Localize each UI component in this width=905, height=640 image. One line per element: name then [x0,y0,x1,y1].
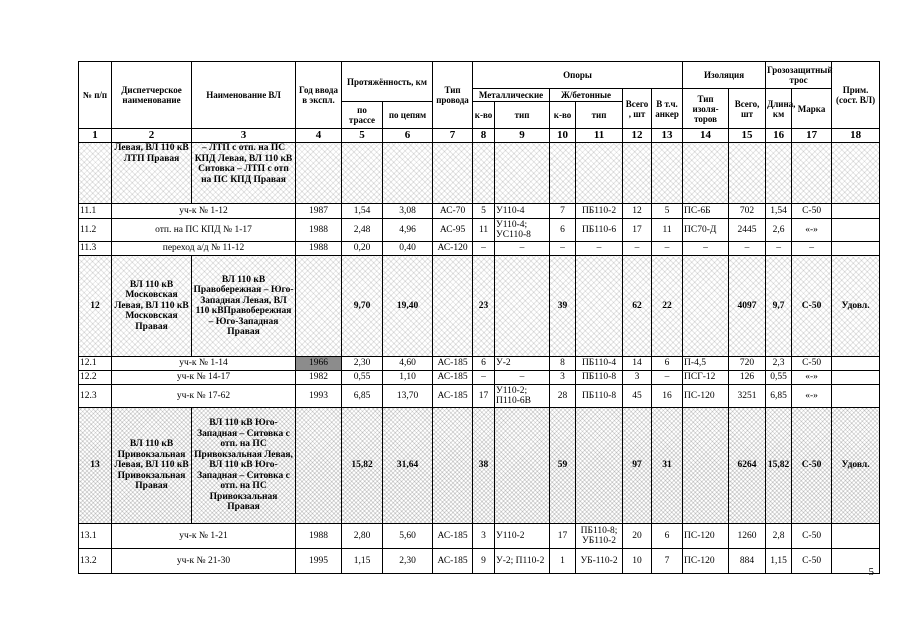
header-incl-anchor: В т.ч. анкер [652,89,683,129]
anchor-cell: 11 [652,219,683,242]
concrete-type-cell: ПБ110-2 [576,204,623,219]
gw-length-cell: 2,8 [766,524,792,549]
concrete-count-cell: 1 [550,549,576,574]
gw-mark-cell: С-50 [792,408,832,524]
insulator-type-cell: ПС-120 [683,385,729,408]
insulator-type-cell: ПС-6Б [683,204,729,219]
col-number: 14 [683,129,729,143]
gw-length-cell: 2,6 [766,219,792,242]
concrete-count-cell: 8 [550,357,576,371]
header-concrete: Ж/бетонные [550,89,623,102]
header-metal-count: к-во [473,102,495,129]
header-concrete-count: к-во [550,102,576,129]
header-gw-mark: Марка [792,89,832,129]
concrete-count-cell: 39 [550,256,576,357]
metal-type-cell: У-2; П110-2 [495,549,550,574]
length-route-cell: 6,85 [342,385,383,408]
insulator-total-cell: 720 [729,357,766,371]
section-cell: уч-к № 14-17 [112,371,296,385]
col-number: 12 [623,129,652,143]
metal-count-cell: 17 [473,385,495,408]
metal-type-cell: У110-4 [495,204,550,219]
table-row [79,204,880,219]
table-row-continued [79,143,880,204]
power-lines-table [78,61,880,574]
header-insulator-total: Всего, шт [729,89,766,129]
header-wire-type: Тип провода [433,62,473,129]
length-chains-cell: 13,70 [383,385,433,408]
column-numbers-row [79,129,880,143]
dash-cell: – [495,242,550,256]
year-cell: 1988 [296,219,342,242]
total-cell: 10 [623,549,652,574]
wire-type-cell: АС-185 [433,385,473,408]
length-route-cell: 9,70 [342,256,383,357]
row-number: 11.3 [79,242,112,256]
year-cell: 1988 [296,242,342,256]
wire-type-cell: АС-120 [433,242,473,256]
concrete-count-cell: 7 [550,204,576,219]
dash-cell: – [683,242,729,256]
anchor-cell: 5 [652,204,683,219]
col-number: 11 [576,129,623,143]
table-row [79,385,880,408]
wire-type-cell: АС-185 [433,371,473,385]
metal-count-cell: – [473,371,495,385]
length-route-cell: 2,30 [342,357,383,371]
insulator-total-cell: 2445 [729,219,766,242]
anchor-cell: 22 [652,256,683,357]
concrete-type-cell: ПБ110-8 [576,371,623,385]
col-number: 7 [433,129,473,143]
concrete-count-cell: 6 [550,219,576,242]
table-row-summary [79,408,880,524]
gw-mark-cell: «-» [792,371,832,385]
header-insulation: Изоляция [683,62,766,89]
metal-type-cell: У110-4; УС110-8 [495,219,550,242]
metal-type-cell: У110-2 [495,524,550,549]
anchor-cell: 7 [652,549,683,574]
metal-type-cell: У-2 [495,357,550,371]
length-chains-cell: 5,60 [383,524,433,549]
metal-count-cell: 23 [473,256,495,357]
row-number: 12.1 [79,357,112,371]
year-cell: 1995 [296,549,342,574]
dispatch-name-cell: ВЛ 110 кВ Московская Левая, ВЛ 110 кВ Московская Правая [112,256,192,357]
gw-length-cell: 0,55 [766,371,792,385]
length-route-cell: 1,54 [342,204,383,219]
header-dispatch-name: Диспетчерское наименование [112,62,192,129]
line-name-cell: ВЛ 110 кВ Юго-Западная – Ситовка с отп. на ПС Привокзальная Левая, ВЛ 110 кВ Юго-Западная – Ситовка с отп. на ПС Привокзальная Правая [192,408,296,524]
anchor-cell: 6 [652,357,683,371]
metal-type-cell: – [495,371,550,385]
length-chains-cell: 2,30 [383,549,433,574]
col-number: 1 [79,129,112,143]
total-cell: 97 [623,408,652,524]
section-cell: уч-к № 21-30 [112,549,296,574]
row-number: 12 [79,256,112,357]
col-number: 10 [550,129,576,143]
table-row [79,371,880,385]
concrete-type-cell: ПБ110-6 [576,219,623,242]
table-row [79,524,880,549]
anchor-cell: 6 [652,524,683,549]
header-metal: Металлические [473,89,550,102]
anchor-cell: 16 [652,385,683,408]
dash-cell: – [623,242,652,256]
header-length-route: по трассе [342,102,383,129]
wire-type-cell: АС-95 [433,219,473,242]
header-line-name: Наименование ВЛ [192,62,296,129]
length-route-cell: 0,20 [342,242,383,256]
gw-length-cell: 9,7 [766,256,792,357]
year-cell: 1982 [296,371,342,385]
table-row [79,219,880,242]
metal-count-cell: 3 [473,524,495,549]
table-row [79,549,880,574]
concrete-count-cell: 3 [550,371,576,385]
header-gw-length: Длина, км [766,89,792,129]
table-row [79,357,880,371]
row-number: 12.2 [79,371,112,385]
metal-count-cell: 9 [473,549,495,574]
anchor-cell: 31 [652,408,683,524]
gw-mark-cell: С-50 [792,524,832,549]
col-number: 3 [192,129,296,143]
length-chains-cell: 4,60 [383,357,433,371]
table-row-summary [79,256,880,357]
insulator-type-cell: ПС-120 [683,549,729,574]
insulator-type-cell: ПСГ-12 [683,371,729,385]
total-cell: 12 [623,204,652,219]
section-cell: уч-к № 1-21 [112,524,296,549]
gw-length-cell: 1,54 [766,204,792,219]
dash-cell: – [576,242,623,256]
col-number: 6 [383,129,433,143]
concrete-type-cell: ПБ110-8; УБ110-2 [576,524,623,549]
gw-mark-cell: «-» [792,219,832,242]
dispatch-name-cell: ВЛ 110 кВ Привокзальная Левая, ВЛ 110 кВ Привокзальная Правая [112,408,192,524]
dispatch-name-cell: Левая, ВЛ 110 кВ ЛТП Правая [112,143,192,204]
gw-length-cell: 6,85 [766,385,792,408]
year-cell: 1987 [296,204,342,219]
concrete-count-cell: 28 [550,385,576,408]
insulator-type-cell: П-4,5 [683,357,729,371]
metal-count-cell: 6 [473,357,495,371]
total-cell: 62 [623,256,652,357]
length-chains-cell: 3,08 [383,204,433,219]
section-cell: уч-к № 17-62 [112,385,296,408]
dash-cell: – [792,242,832,256]
section-cell: переход а/д № 11-12 [112,242,296,256]
total-cell: 20 [623,524,652,549]
header-length: Протяжённость, км [342,62,433,102]
dash-cell: – [652,242,683,256]
col-number: 17 [792,129,832,143]
concrete-type-cell: ПБ110-8 [576,385,623,408]
header-metal-type: тип [495,102,550,129]
header-note: Прим. (сост. ВЛ) [832,62,880,129]
metal-count-cell: 11 [473,219,495,242]
header-supports: Опоры [473,62,683,89]
row-number: 13 [79,408,112,524]
section-cell: уч-к № 1-14 [112,357,296,371]
col-number: 2 [112,129,192,143]
col-number: 9 [495,129,550,143]
header-insulator-type: Тип изоля-торов [683,89,729,129]
section-cell: отп. на ПС КПД № 1-17 [112,219,296,242]
dash-cell: – [729,242,766,256]
header-concrete-type: тип [576,102,623,129]
row-number: 12.3 [79,385,112,408]
total-cell: 45 [623,385,652,408]
dash-cell: – [473,242,495,256]
col-number: 16 [766,129,792,143]
wire-type-cell: АС-185 [433,357,473,371]
total-cell: 14 [623,357,652,371]
note-cell: Удовл. [832,408,880,524]
dash-cell: – [766,242,792,256]
metal-count-cell: 5 [473,204,495,219]
col-number: 15 [729,129,766,143]
row-number: 11.2 [79,219,112,242]
col-number: 13 [652,129,683,143]
concrete-type-cell: УБ-110-2 [576,549,623,574]
insulator-total-cell: 1260 [729,524,766,549]
wire-type-cell: АС-70 [433,204,473,219]
wire-type-cell: АС-185 [433,549,473,574]
length-route-cell: 0,55 [342,371,383,385]
dash-cell: – [550,242,576,256]
gw-length-cell: 1,15 [766,549,792,574]
col-number: 4 [296,129,342,143]
col-number: 5 [342,129,383,143]
table-row [79,242,880,256]
line-name-cell: ВЛ 110 кВ Правобережная – Юго-Западная Левая, ВЛ 110 кВПравобережная – Юго-Западная Правая [192,256,296,357]
length-route-cell: 2,48 [342,219,383,242]
length-chains-cell: 31,64 [383,408,433,524]
note-cell: Удовл. [832,256,880,357]
gw-mark-cell: С-50 [792,256,832,357]
insulator-type-cell: ПС70-Д [683,219,729,242]
row-number: 13.2 [79,549,112,574]
row-number: 11.1 [79,204,112,219]
gw-mark-cell: С-50 [792,357,832,371]
line-name-cell: – ЛТП с отп. на ПС КПД Левая, ВЛ 110 кВ Ситовка – ЛТП с отп на ПС КПД Правая [192,143,296,204]
length-route-cell: 2,80 [342,524,383,549]
total-cell: 3 [623,371,652,385]
length-chains-cell: 0,40 [383,242,433,256]
insulator-total-cell: 6264 [729,408,766,524]
col-number: 18 [832,129,880,143]
section-cell: уч-к № 1-12 [112,204,296,219]
gw-mark-cell: С-50 [792,549,832,574]
length-route-cell: 15,82 [342,408,383,524]
row-number: 13.1 [79,524,112,549]
header-length-chains: по цепям [383,102,433,129]
insulator-total-cell: 126 [729,371,766,385]
total-cell: 17 [623,219,652,242]
concrete-count-cell: 17 [550,524,576,549]
metal-type-cell: У110-2; П110-6В [495,385,550,408]
concrete-type-cell: ПБ110-4 [576,357,623,371]
header-year: Год ввода в экспл. [296,62,342,129]
length-chains-cell: 4,96 [383,219,433,242]
length-route-cell: 1,15 [342,549,383,574]
col-number: 8 [473,129,495,143]
page-number: 5 [868,566,874,578]
wire-type-cell: АС-185 [433,524,473,549]
concrete-count-cell: 59 [550,408,576,524]
insulator-total-cell: 702 [729,204,766,219]
document-page [78,61,879,574]
insulator-total-cell: 3251 [729,385,766,408]
gw-mark-cell: С-50 [792,204,832,219]
insulator-type-cell: ПС-120 [683,524,729,549]
year-cell-highlighted: 1966 [296,357,342,371]
year-cell: 1988 [296,524,342,549]
header-ground-wire: Грозозащитный трос [766,62,832,89]
gw-length-cell: 15,82 [766,408,792,524]
insulator-total-cell: 4097 [729,256,766,357]
header-number: № п/п [79,62,112,129]
year-cell: 1993 [296,385,342,408]
metal-count-cell: 38 [473,408,495,524]
insulator-total-cell: 884 [729,549,766,574]
gw-length-cell: 2,3 [766,357,792,371]
length-chains-cell: 19,40 [383,256,433,357]
length-chains-cell: 1,10 [383,371,433,385]
anchor-cell: – [652,371,683,385]
gw-mark-cell: «-» [792,385,832,408]
header-total-pcs: Всего , шт [623,89,652,129]
